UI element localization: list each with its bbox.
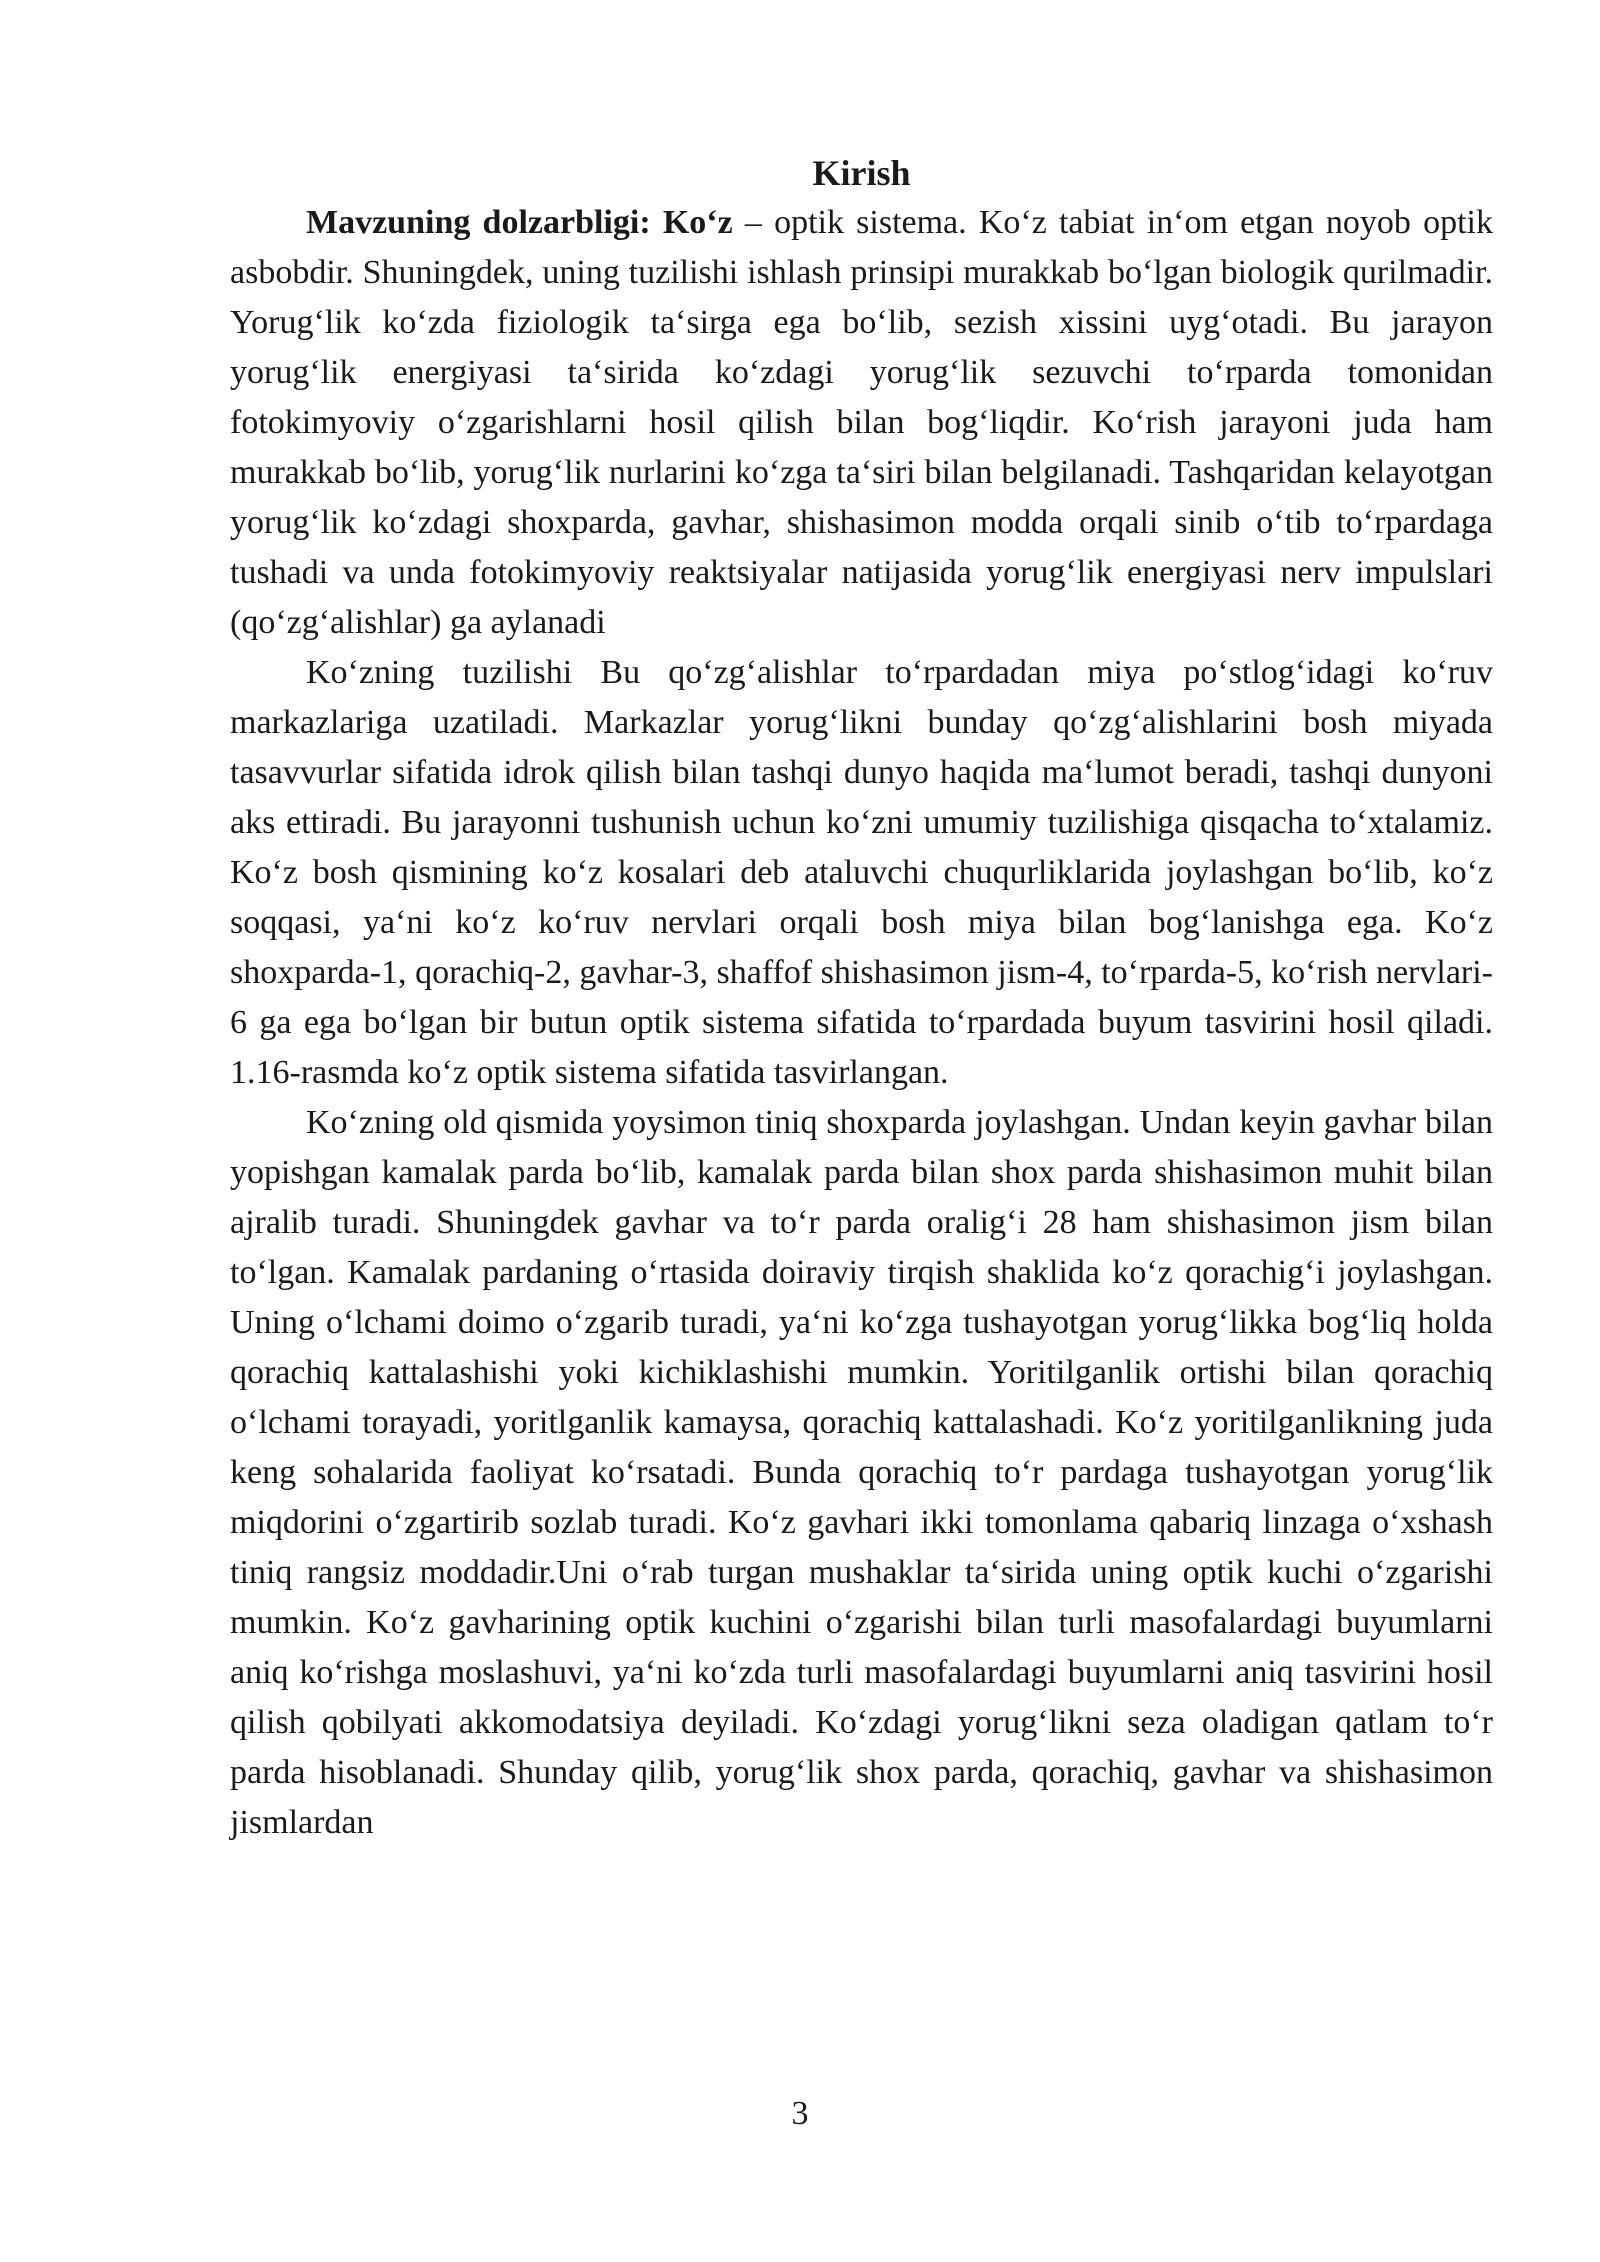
paragraph-text: Ko‘zning tuzilishi Bu qo‘zg‘alishlar to‘rpardadan miya po‘stlog‘idagi ko‘ruv markazlariga uzatiladi. Markazlar yorug‘likni bunday qo‘zg‘alishlarini bosh miyada tasavvurlar sifatida idrok qilish bilan tashqi dunyo haqida ma‘lumot beradi, tashqi dunyoni aks ettiradi. Bu jarayonni tushunish uchun ko‘zni umumiy tuzilishiga qisqacha to‘xtalamiz. Ko‘z bosh qismining ko‘z kosalari deb ataluvchi chuqurliklarida joylashgan bo‘lib, ko‘z soqqasi, ya‘ni ko‘z ko‘ruv nervlari orqali bosh miya bilan bog‘lanishga ega. Ko‘z shoxparda-1, qorachiq-2, gavhar-3, shaffof shishasimon jism-4, to‘rparda-5, ko‘rish nervlari-6 ga ega bo‘lgan bir butun optik sistema sifatida to‘rpardada buyum tasvirini hosil qiladi. 1.16-rasmda ko‘z optik sistema sifatida tasvirlangan. — [230, 654, 1493, 1091]
document-body — [230, 148, 1493, 1848]
paragraph-lead: Mavzuning dolzarbligi: Ko‘z — [306, 204, 733, 241]
paragraph-eye-structure — [230, 648, 1493, 1098]
page-number: 3 — [791, 2095, 809, 2132]
paragraph-eye-anatomy — [230, 1098, 1493, 1848]
paragraph-text: Ko‘zning old qismida yoysimon tiniq shoxparda joylashgan. Undan keyin gavhar bilan yopishgan kamalak parda bo‘lib, kamalak parda bilan shox parda shishasimon muhit bilan ajralib turadi. Shuningdek gavhar va to‘r parda oralig‘i 28 ham shishasimon jism bilan to‘lgan. Kamalak pardaning o‘rtasida doiraviy tirqish shaklida ko‘z qorachig‘i joylashgan. Uning o‘lchami doimo o‘zgarib turadi, ya‘ni ko‘zga tushayotgan yorug‘likka bog‘liq holda qorachiq kattalashishi yoki kichiklashishi mumkin. Yoritilganlik ortishi bilan qorachiq o‘lchami torayadi, yoritlganlik kamaysa, qorachiq kattalashadi. Ko‘z yoritilganlikning juda keng sohalarida faoliyat ko‘rsatadi. Bunda qorachiq to‘r pardaga tushayotgan yorug‘lik miqdorini o‘zgartirib sozlab turadi. Ko‘z gavhari ikki tomonlama qabariq linzaga o‘xshash tiniq rangsiz moddadir.Uni o‘rab turgan mushaklar ta‘sirida uning optik kuchi o‘zgarishi mumkin. Ko‘z gavharining optik kuchini o‘zgarishi bilan turli masofalardagi buyumlarni aniq ko‘rishga moslashuvi, ya‘ni ko‘zda turli masofalardagi buyumlarni aniq tasvirini hosil qilish qobilyati akkomodatsiya deyiladi. Ko‘zdagi yorug‘likni seza oladigan qatlam to‘r parda hisoblanadi. Shunday qilib, yorug‘lik shox parda, qorachiq, gavhar va shishasimon jismlardan — [230, 1104, 1493, 1841]
section-title: Kirish — [812, 153, 911, 193]
paragraph-text: – optik sistema. Ko‘z tabiat in‘om etgan noyob optik asbobdir. Shuningdek, uning tuzilishi ishlash prinsipi murakkab bo‘lgan biologik qurilmadir. Yorug‘lik ko‘zda fiziologik ta‘sirga ega bo‘lib, sezish xissini uyg‘otadi. Bu jarayon yorug‘lik energiyasi ta‘sirida ko‘zdagi yorug‘lik sezuvchi to‘rparda tomonidan fotokimyoviy o‘zgarishlarni hosil qilish bilan bog‘liqdir. Ko‘rish jarayoni juda ham murakkab bo‘lib, yorug‘lik nurlarini ko‘zga ta‘siri bilan belgilanadi. Tashqaridan kelayotgan yorug‘lik ko‘zdagi shoxparda, gavhar, shishasimon modda orqali sinib o‘tib to‘rpardaga tushadi va unda fotokimyoviy reaktsiyalar natijasida yorug‘lik energiyasi nerv impulslari (qo‘zg‘alishlar) ga aylanadi — [230, 204, 1493, 641]
paragraph-relevance — [230, 198, 1493, 648]
